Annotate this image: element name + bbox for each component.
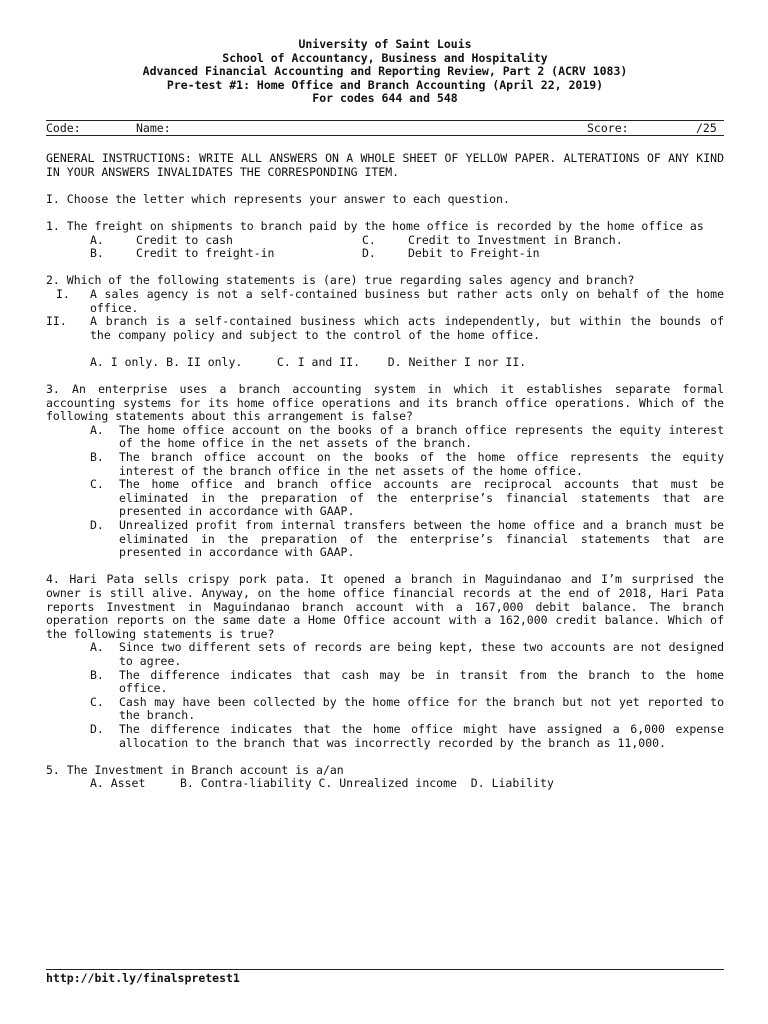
exam-page xyxy=(46,38,724,791)
statement-i: I. A sales agency is not a self-contained business but rather acts only on behalf of the home office. xyxy=(56,286,724,315)
footer-link[interactable]: http://bit.ly/finalspretest1 xyxy=(46,969,724,985)
question-2 xyxy=(46,274,724,369)
option-d: D. The difference indicates that the home office might have assigned a 6,000 expense allocation to the branch that was incorrectly recorded by the branch as 11,000. xyxy=(90,721,724,750)
option-a: A. Since two different sets of records are being kept, these two accounts are not designed to agree. xyxy=(90,640,724,668)
question-5 xyxy=(46,764,724,791)
general-instructions: GENERAL INSTRUCTIONS: WRITE ALL ANSWERS ON A WHOLE SHEET OF YELLOW PAPER. ALTERATIONS OF ANY KIND IN YOUR ANSWERS INVALIDATES THE CORRESPONDING ITEM. xyxy=(46,150,724,179)
university-name: University of Saint Louis xyxy=(298,37,472,51)
question-4 xyxy=(46,573,724,750)
option-c: C. Cash may have been collected by the home office for the branch but not yet reported to the branch. xyxy=(90,694,724,723)
option-text: Credit to Investment in Branch. xyxy=(408,232,623,247)
option-a: A. The home office account on the books of a branch office represents the equity interest of the home office in the net assets of the branch. xyxy=(90,422,724,451)
question-stem: 5. The Investment in Branch account is a/an xyxy=(46,762,344,777)
option-text: Debit to Freight-in xyxy=(408,246,540,261)
option-letter: C. xyxy=(362,232,376,247)
question-stem: 2. Which of the following statements is (are) true regarding sales agency and branch? xyxy=(46,273,635,288)
school-name: School of Accountancy, Business and Hospitality xyxy=(222,50,548,65)
question-stem: 3. An enterprise uses a branch accounting system in which it establishes separate formal accounting systems for its home office operations and its branch office operations. Which of the following statements about this arrangement is false? xyxy=(46,382,724,424)
option-text: Credit to cash xyxy=(136,232,233,247)
question-3 xyxy=(46,383,724,560)
question-1 xyxy=(46,220,724,261)
exam-body xyxy=(46,152,724,791)
exam-header xyxy=(46,38,724,106)
codes-line: For codes 644 and 548 xyxy=(312,91,458,106)
option-letter: D. xyxy=(362,246,376,261)
option-d: D. Unrealized profit from internal transfers between the home office and a branch must be eliminated in the preparation of the enterprise’s financial statements that are presented in accordance with GAAP. xyxy=(90,518,724,560)
question-stem: 4. Hari Pata sells crispy pork pata. It opened a branch in Maguindanao and I’m surprised the owner is still alive. Anyway, on the home office financial records at the end of 2018, Hari Pata reports Investment in Maguindanao branch account with a 167,000 debit balance. The branch operation reports on the same date a Home Office account with a 162,000 credit balance. Which of the following statements is true? xyxy=(46,572,724,641)
section-instruction: I. Choose the letter which represents your answer to each question. xyxy=(46,191,510,206)
code-label: Code: xyxy=(46,120,81,135)
option-b: B. The difference indicates that cash may be in transit from the branch to the home office. xyxy=(90,667,724,696)
code-name-score-bar xyxy=(46,120,724,136)
statement-ii: II. A branch is a self-contained business which acts independently, but within the bounds of the company policy and subject to the control of the home office. xyxy=(46,314,724,342)
question-options: A. Asset B. Contra-liability C. Unrealized income D. Liability xyxy=(90,776,554,791)
test-title: Pre-test #1: Home Office and Branch Accounting (April 22, 2019) xyxy=(166,77,604,92)
score-total: /25 xyxy=(696,120,717,135)
score-label: Score: xyxy=(587,120,629,135)
question-stem: 1. The freight on shipments to branch paid by the home office is recorded by the home office as xyxy=(46,218,704,233)
course-title: Advanced Financial Accounting and Reporting Review, Part 2 (ACRV 1083) xyxy=(142,64,628,79)
name-label: Name: xyxy=(136,120,171,135)
option-letter: B. xyxy=(90,246,104,261)
question-options: A. I only. B. II only. C. I and II. D. Neither I nor II. xyxy=(90,354,527,369)
option-b: B. The branch office account on the books of the home office represents the equity interest of the branch office in the net assets of the home office. xyxy=(90,450,724,478)
option-letter: A. xyxy=(90,232,104,247)
option-c: C. The home office and branch office accounts are reciprocal accounts that must be eliminated in the preparation of the enterprise’s financial statements that are presented in accordance with GAAP. xyxy=(90,477,724,519)
option-text: Credit to freight-in xyxy=(136,246,275,261)
